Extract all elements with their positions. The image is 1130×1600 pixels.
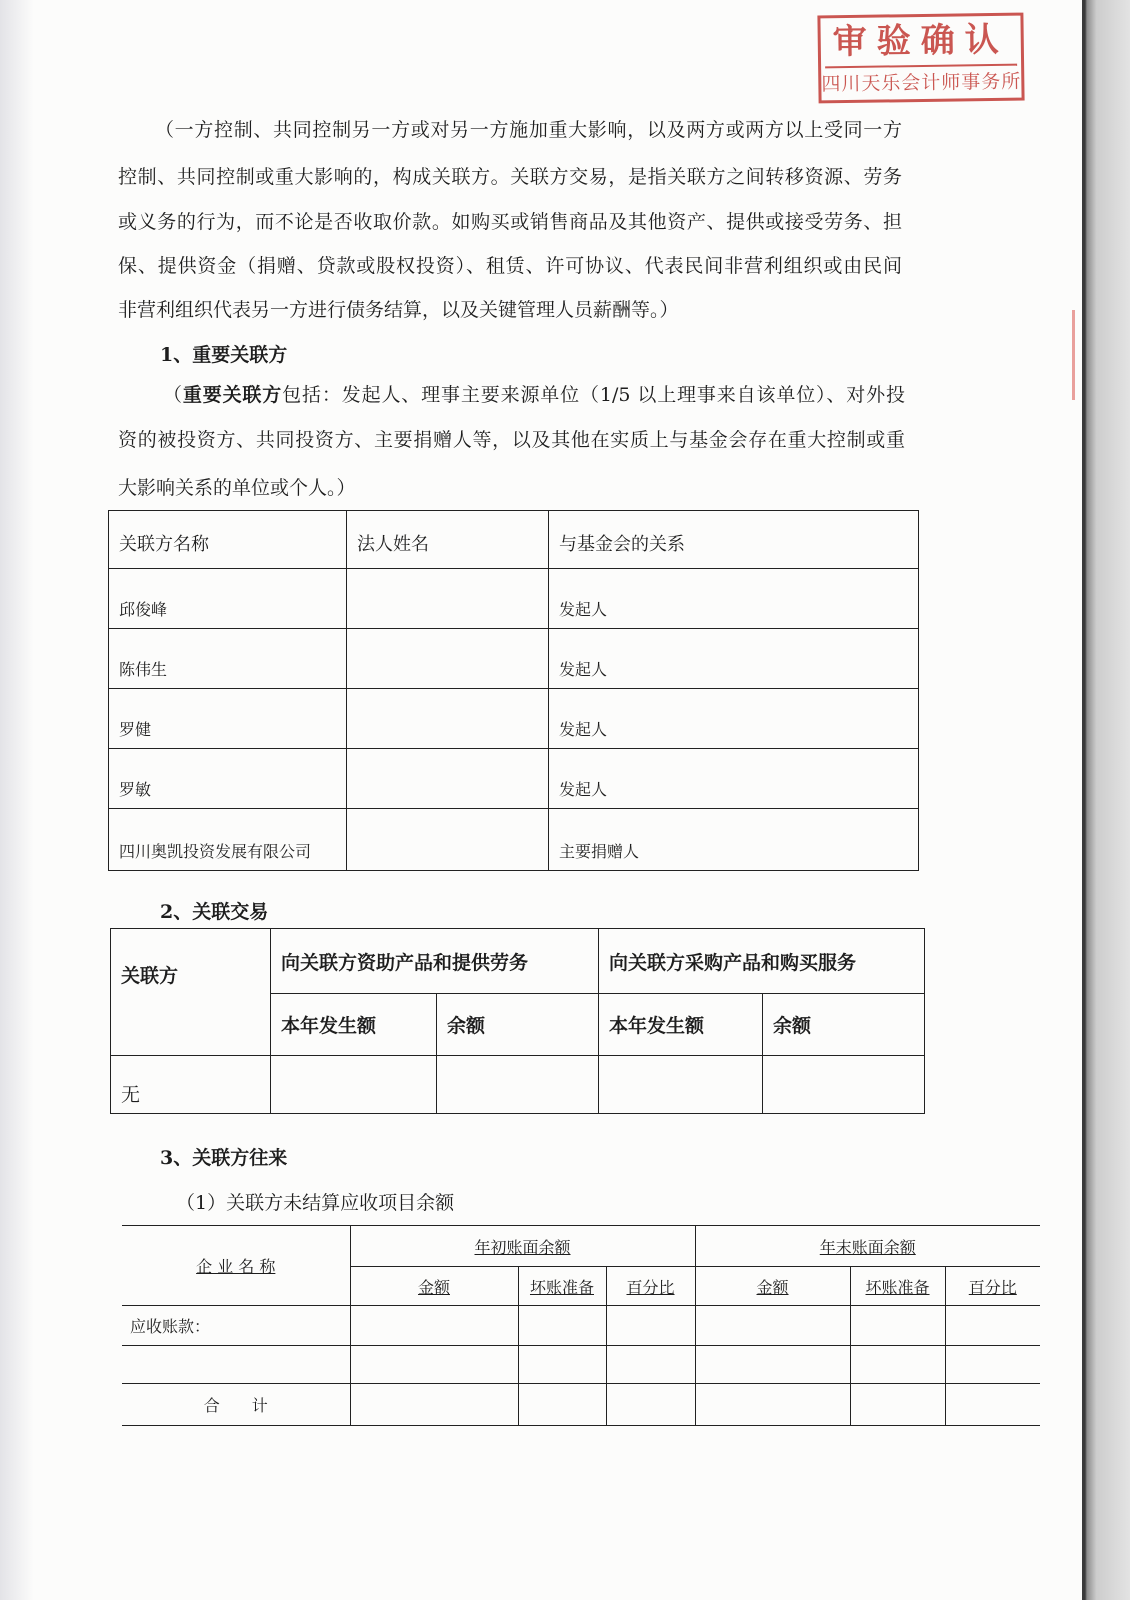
party-relation: 发起人 bbox=[549, 689, 919, 749]
cell bbox=[350, 1384, 518, 1426]
table-row bbox=[109, 749, 919, 809]
note-bold-term: 重要关联方 bbox=[182, 384, 283, 406]
header-purchase-balance: 余额 bbox=[763, 994, 925, 1056]
cell bbox=[518, 1306, 606, 1346]
header-company-name: 企 业 名 称 bbox=[196, 1257, 276, 1276]
header-closing-bad-debt-cell bbox=[850, 1267, 945, 1306]
row-label-total: 合 计 bbox=[122, 1384, 350, 1426]
header-opening-bad-debt-cell bbox=[518, 1267, 606, 1306]
table-row-total bbox=[122, 1384, 1040, 1426]
scan-red-mark bbox=[1072, 310, 1075, 400]
party-relation: 发起人 bbox=[549, 629, 919, 689]
table-row bbox=[109, 629, 919, 689]
section-heading-important-parties: 1、重要关联方 bbox=[160, 344, 288, 366]
scan-left-shade bbox=[0, 0, 34, 1600]
intro-line: （一方控制、共同控制另一方或对另一方施加重大影响，以及两方或两方以上受同一方 bbox=[155, 119, 902, 141]
cell bbox=[518, 1346, 606, 1384]
important-parties-note-line: 资的被投资方、共同投资方、主要捐赠人等，以及其他在实质上与基金会存在重大控制或重 bbox=[118, 429, 905, 451]
party-relation: 主要捐赠人 bbox=[549, 809, 919, 871]
section-heading-balances: 3、关联方往来 bbox=[160, 1147, 288, 1169]
header-related-party: 关联方 bbox=[111, 929, 271, 1056]
cell bbox=[945, 1346, 1040, 1384]
cell bbox=[606, 1346, 695, 1384]
header-opening-balance: 年初账面余额 bbox=[474, 1237, 571, 1257]
legal-rep bbox=[347, 809, 549, 871]
table-header-row bbox=[111, 929, 925, 994]
party-name: 罗敏 bbox=[109, 749, 347, 809]
party-name: 四川奥凯投资发展有限公司 bbox=[109, 809, 347, 871]
header-closing-percent-cell bbox=[945, 1267, 1040, 1306]
table-row bbox=[122, 1346, 1040, 1384]
legal-rep bbox=[347, 569, 549, 629]
stamp-title: 审验确认 bbox=[832, 19, 1010, 63]
intro-line: 控制、共同控制或重大影响的，构成关联方。关联方交易，是指关联方之间转移资源、劳务 bbox=[118, 166, 902, 188]
party-name: 罗健 bbox=[109, 689, 347, 749]
legal-rep bbox=[347, 689, 549, 749]
cell bbox=[695, 1306, 850, 1346]
stamp-organization: 四川天乐会计师事务所 bbox=[821, 70, 1022, 96]
receivables-balance-table bbox=[122, 1225, 1040, 1426]
note-open-paren: （ bbox=[163, 384, 183, 406]
transaction-party: 无 bbox=[111, 1056, 271, 1114]
header-purchase-current-year: 本年发生额 bbox=[599, 994, 763, 1056]
table-row bbox=[111, 1056, 925, 1114]
header-opening-amount: 金额 bbox=[417, 1277, 450, 1297]
cell bbox=[850, 1306, 945, 1346]
table-header-row bbox=[122, 1226, 1040, 1267]
cell bbox=[945, 1306, 1040, 1346]
section-heading-transactions: 2、关联交易 bbox=[160, 901, 269, 923]
cell bbox=[945, 1384, 1040, 1426]
header-closing-amount: 金额 bbox=[756, 1277, 789, 1297]
scan-right-edge bbox=[1082, 0, 1130, 1600]
table-row bbox=[122, 1306, 1040, 1346]
party-relation: 发起人 bbox=[549, 749, 919, 809]
header-provide-current-year: 本年发生额 bbox=[271, 994, 437, 1056]
balances-subheading: （1）关联方未结算应收项目余额 bbox=[176, 1192, 455, 1214]
cell bbox=[695, 1346, 850, 1384]
header-opening-bad-debt: 坏账准备 bbox=[529, 1277, 594, 1297]
header-company-name-cell bbox=[122, 1226, 350, 1306]
party-name: 陈伟生 bbox=[109, 629, 347, 689]
note-line1-text: 包括：发起人、理事主要来源单位（1/5 以上理事来自该单位）、对外投 bbox=[282, 384, 905, 406]
important-parties-note-line: 大影响关系的单位或个人。） bbox=[118, 477, 356, 499]
header-relation: 与基金会的关系 bbox=[549, 511, 919, 569]
header-group-provide: 向关联方资助产品和提供劳务 bbox=[271, 929, 599, 994]
important-parties-note-line bbox=[163, 382, 905, 408]
intro-line: 非营利组织代表另一方进行债务结算，以及关键管理人员薪酬等。） bbox=[118, 299, 679, 321]
header-closing-balance: 年末账面余额 bbox=[819, 1237, 916, 1257]
header-closing-percent: 百分比 bbox=[968, 1277, 1017, 1297]
table-row bbox=[109, 569, 919, 629]
row-label-receivables: 应收账款： bbox=[122, 1306, 350, 1346]
provide-current-year-value bbox=[271, 1056, 437, 1114]
header-closing-bad-debt: 坏账准备 bbox=[865, 1277, 930, 1297]
row-label-blank bbox=[122, 1346, 350, 1384]
header-group-purchase: 向关联方采购产品和购买服务 bbox=[599, 929, 925, 994]
header-party-name: 关联方名称 bbox=[109, 511, 347, 569]
header-opening-percent-cell bbox=[606, 1267, 695, 1306]
intro-line: 或义务的行为，而不论是否收取价款。如购买或销售商品及其他资产、提供或接受劳务、担 bbox=[118, 211, 902, 233]
table-row bbox=[109, 809, 919, 871]
intro-line: 保、提供资金（捐赠、贷款或股权投资）、租赁、许可协议、代表民间非营利组织或由民间 bbox=[118, 255, 902, 277]
header-provide-balance: 余额 bbox=[437, 994, 599, 1056]
purchase-current-year-value bbox=[599, 1056, 763, 1114]
header-closing-amount-cell bbox=[695, 1267, 850, 1306]
cell bbox=[518, 1384, 606, 1426]
cell bbox=[350, 1346, 518, 1384]
legal-rep bbox=[347, 629, 549, 689]
audit-confirmation-stamp bbox=[817, 13, 1024, 104]
header-closing-balance-cell bbox=[695, 1226, 1040, 1267]
header-opening-amount-cell bbox=[350, 1267, 518, 1306]
header-opening-percent: 百分比 bbox=[626, 1277, 675, 1297]
purchase-balance-value bbox=[763, 1056, 925, 1114]
header-legal-rep: 法人姓名 bbox=[347, 511, 549, 569]
cell bbox=[606, 1384, 695, 1426]
important-parties-table bbox=[108, 510, 919, 871]
cell bbox=[350, 1306, 518, 1346]
related-transactions-table bbox=[110, 928, 925, 1114]
cell bbox=[695, 1384, 850, 1426]
table-header-row bbox=[109, 511, 919, 569]
party-relation: 发起人 bbox=[549, 569, 919, 629]
cell bbox=[606, 1306, 695, 1346]
provide-balance-value bbox=[437, 1056, 599, 1114]
party-name: 邱俊峰 bbox=[109, 569, 347, 629]
cell bbox=[850, 1346, 945, 1384]
legal-rep bbox=[347, 749, 549, 809]
cell bbox=[850, 1384, 945, 1426]
table-row bbox=[109, 689, 919, 749]
header-opening-balance-cell bbox=[350, 1226, 695, 1267]
